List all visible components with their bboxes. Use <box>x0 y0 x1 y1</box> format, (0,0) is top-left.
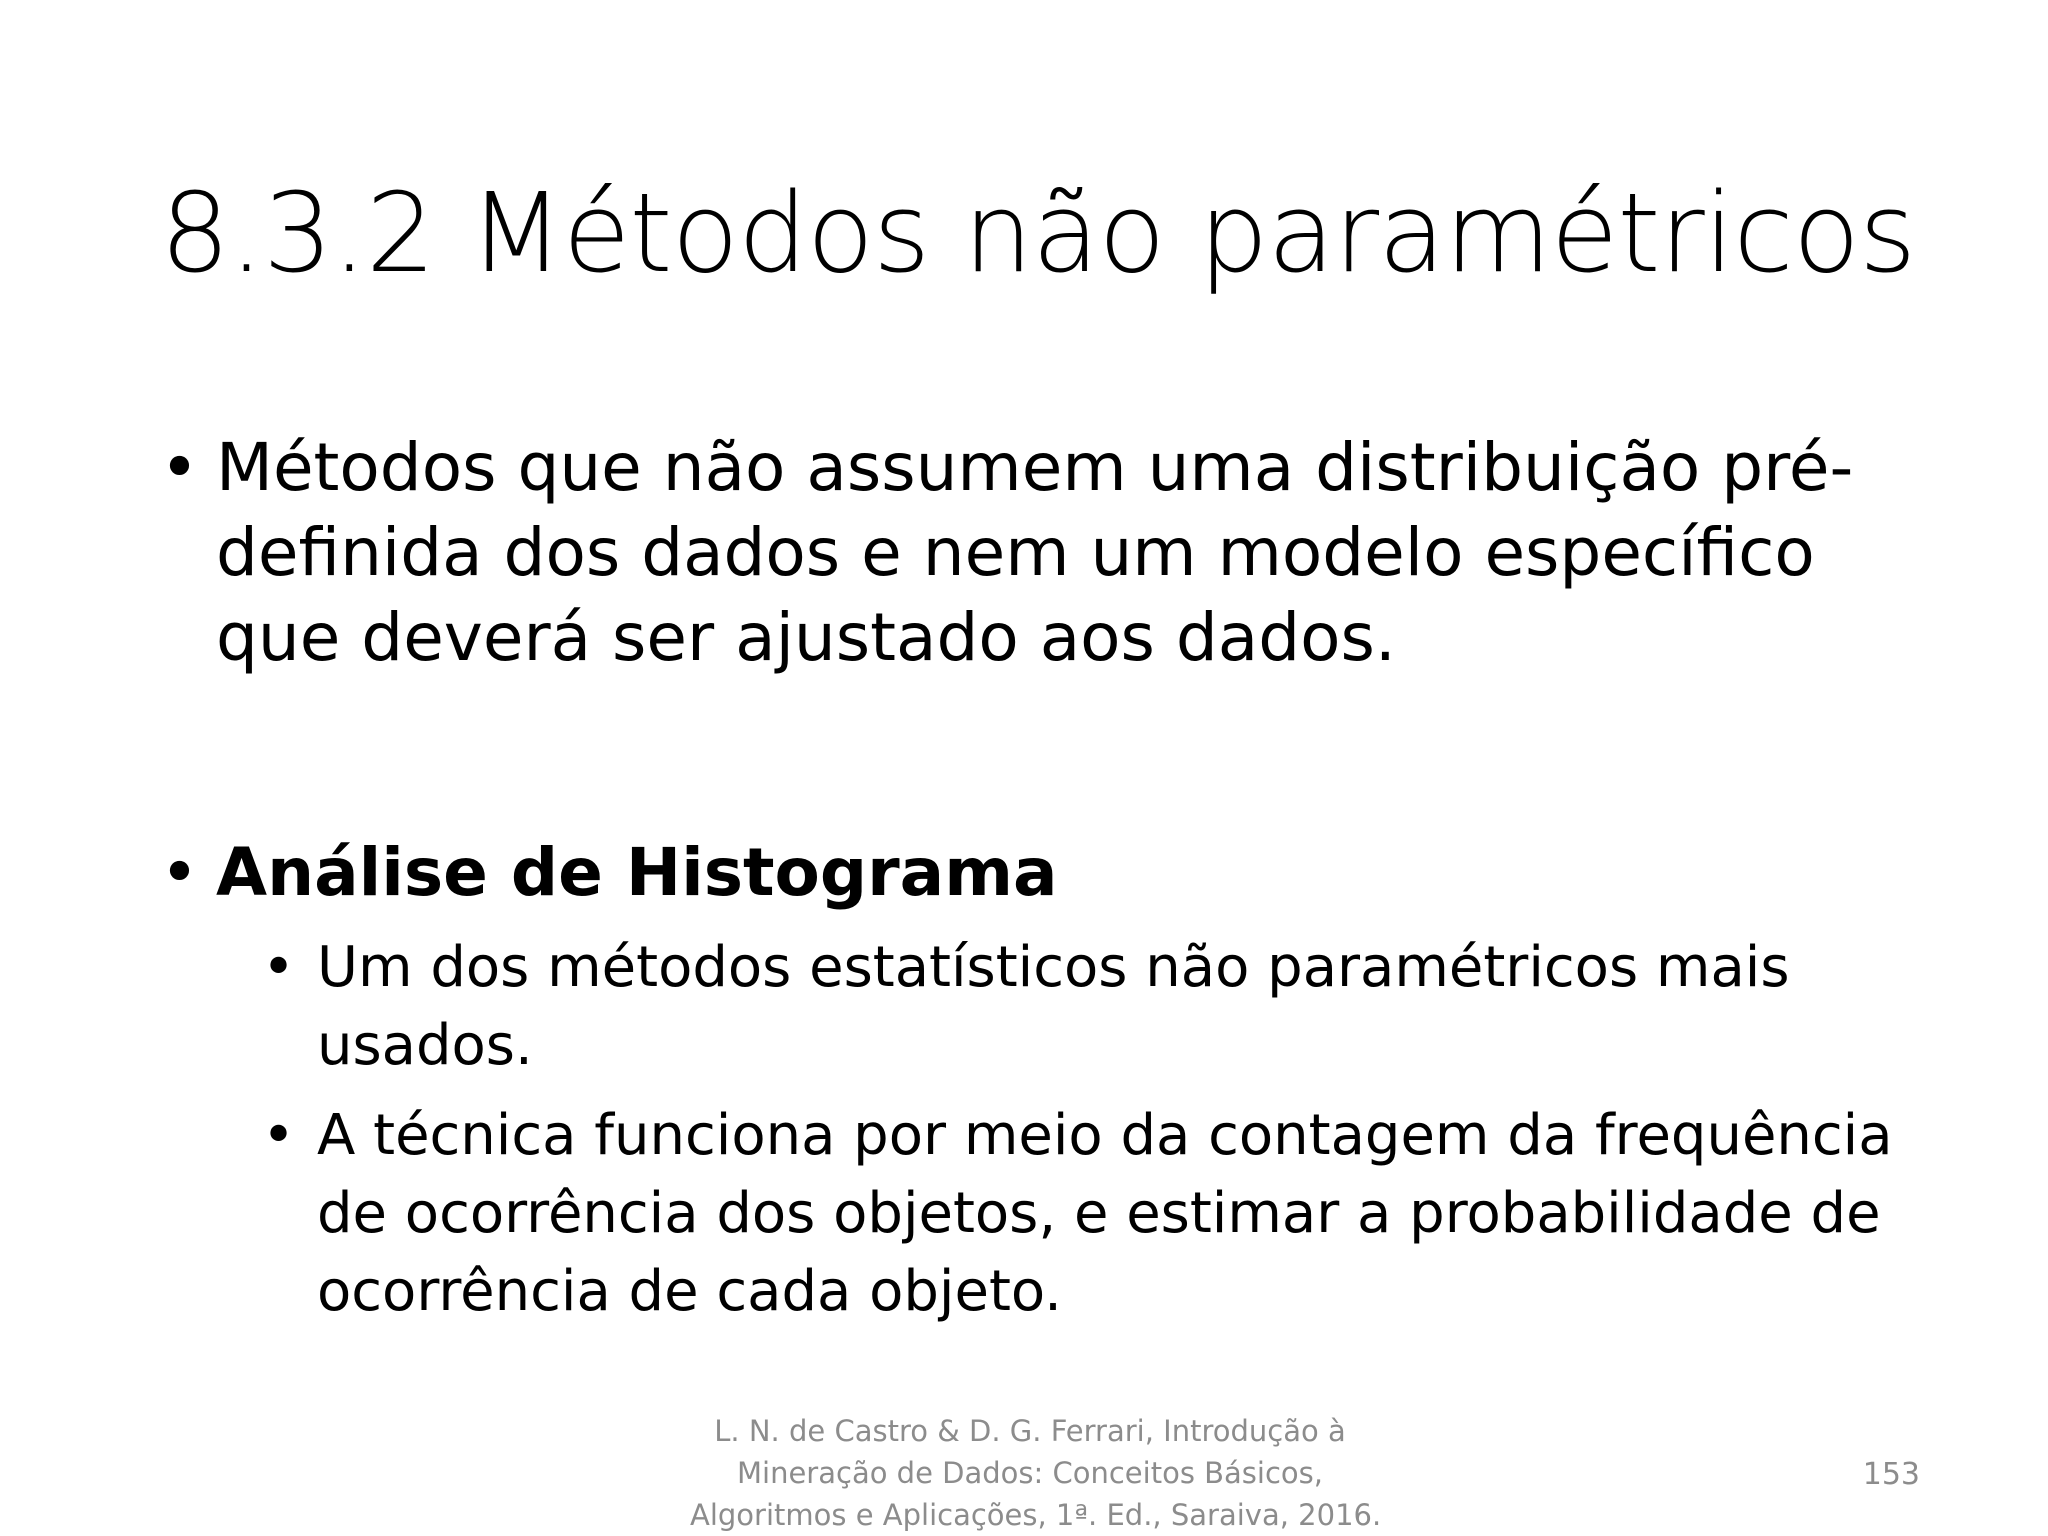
citation-line: L. N. de Castro & D. G. Ferrari, Introdução à <box>714 1414 1346 1448</box>
bullet-heading: Análise de Histograma <box>216 834 1058 911</box>
sub-bullet-text <box>317 1097 1902 1331</box>
citation-line: Algoritmos e Aplicações, 1ª. Ed., Saraiva, 2016. <box>690 1498 1382 1532</box>
bullet-item <box>160 830 1920 920</box>
bullet-text <box>216 830 1920 915</box>
bullet-text-line: definida dos dados e nem um modelo específico <box>216 514 1815 591</box>
sub-bullet-text-line: ocorrência de cada objeto. <box>317 1259 1062 1324</box>
sub-bullet-text-line: de ocorrência dos objetos, e estimar a probabilidade de <box>317 1181 1881 1246</box>
bullet-glyph: • <box>262 1103 296 1168</box>
sub-bullet-text <box>317 929 1902 1085</box>
bullet-text-line: Métodos que não assumem uma distribuição pré- <box>216 429 1854 506</box>
bullet-text-line: que deverá ser ajustado aos dados. <box>216 599 1396 676</box>
sub-bullet-text-line: A técnica funciona por meio da contagem da frequência <box>317 1103 1893 1168</box>
sub-bullet-text-line: usados. <box>317 1013 533 1078</box>
bullet-glyph: • <box>160 429 199 506</box>
bullet-text <box>216 425 1920 680</box>
sub-bullet-item <box>262 1097 1902 1337</box>
page-number: 153 <box>1862 1457 1920 1492</box>
bullet-item <box>160 425 1920 695</box>
citation-line: Mineração de Dados: Conceitos Básicos, <box>737 1456 1323 1490</box>
sub-bullet-text-line: Um dos métodos estatísticos não paramétricos mais <box>317 935 1790 1000</box>
bullet-glyph: • <box>262 935 296 1000</box>
bullet-glyph: • <box>160 834 199 911</box>
slide-title: 8.3.2 Métodos não paramétricos <box>160 169 1916 297</box>
footer-citation <box>690 1410 1382 1536</box>
sub-bullet-item <box>262 929 1902 1089</box>
